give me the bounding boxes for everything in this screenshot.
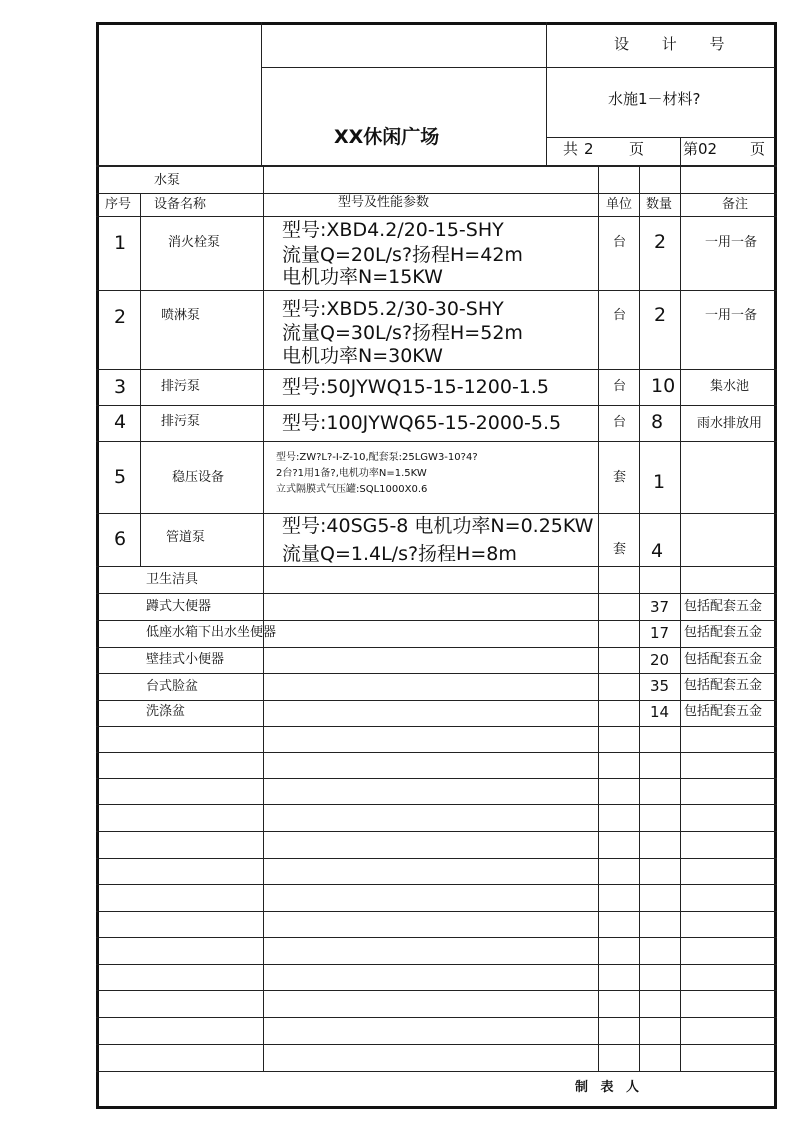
row5-name: 稳压设备 [172, 470, 225, 485]
col-line-spec [598, 165, 599, 1071]
row1-unit: 台 [613, 235, 627, 250]
title-pages-divider [680, 137, 681, 165]
sanitary-row3-remark: 包括配套五金 [684, 652, 763, 667]
row5-spec-line3: 立式隔膜式气压罐:SQL1000X0.6 [276, 484, 428, 495]
row3-qty: 10 [651, 375, 676, 397]
maker-label: 制 表 人 [575, 1080, 644, 1095]
sanitary-row3-name: 壁挂式小便器 [146, 652, 225, 667]
row3-seq: 3 [114, 376, 127, 398]
row-line [96, 990, 777, 991]
sanitary-row4-name: 台式脸盆 [146, 679, 199, 694]
row5-spec-line1: 型号:ZW?L?-I-Z-10,配套泵:25LGW3-10?4? [276, 452, 478, 463]
col-header-spec: 型号及性能参数 [338, 195, 430, 210]
row6-unit: 套 [613, 542, 627, 557]
row1-name: 消火栓泵 [168, 235, 221, 250]
col-line-name [263, 165, 264, 1071]
sanitary-row1-name: 蹲式大便器 [146, 599, 212, 614]
title-line-2 [546, 137, 775, 138]
row4-name: 排污泵 [161, 414, 201, 429]
title-divider-left [261, 22, 262, 165]
row1-spec-line2: 流量Q=20L/s?扬程H=42m [282, 244, 523, 266]
sanitary-row2-remark: 包括配套五金 [684, 625, 763, 640]
col-line-unit [639, 165, 640, 1071]
row-line [96, 193, 777, 194]
row-line [96, 620, 777, 621]
total-pages: 2 [584, 140, 594, 158]
sanitary-row1-qty: 37 [650, 598, 670, 616]
row-line [96, 964, 777, 965]
row6-spec-line1: 型号:40SG5-8 电机功率N=0.25KW [282, 515, 594, 537]
row-line [96, 405, 777, 406]
row1-seq: 1 [114, 232, 127, 254]
row3-remark: 集水池 [710, 379, 750, 394]
col-header-seq: 序号 [105, 197, 132, 212]
title-line-1 [261, 67, 775, 68]
title-bottom-line [96, 165, 777, 167]
sanitary-row4-remark: 包括配套五金 [684, 678, 763, 693]
col-header-remark: 备注 [722, 197, 749, 212]
row-line [96, 911, 777, 912]
page-unit-2: 页 [750, 140, 766, 158]
row2-seq: 2 [114, 306, 127, 328]
row-line [96, 804, 777, 805]
row-line [96, 647, 777, 648]
row-line [96, 369, 777, 370]
row-line [96, 1044, 777, 1045]
col-header-unit: 单位 [606, 197, 633, 212]
row1-remark: 一用一备 [705, 235, 758, 250]
total-label: 共 [563, 140, 579, 158]
row-line [96, 752, 777, 753]
sanitary-row1-remark: 包括配套五金 [684, 599, 763, 614]
page-unit-1: 页 [629, 140, 645, 158]
row3-spec-line1: 型号:50JYWQ15-15-1200-1.5 [282, 376, 550, 398]
row4-seq: 4 [114, 411, 127, 433]
col-line-seq [140, 193, 141, 566]
row4-spec-line1: 型号:100JYWQ65-15-2000-5.5 [282, 412, 562, 434]
design-no-label: 设 计 号 [614, 35, 739, 53]
row1-qty: 2 [654, 231, 667, 253]
row2-name: 喷淋泵 [161, 308, 201, 323]
sanitary-row3-qty: 20 [650, 651, 670, 669]
row2-remark: 一用一备 [705, 308, 758, 323]
row5-unit: 套 [613, 470, 627, 485]
row3-name: 排污泵 [161, 379, 201, 394]
sanitary-row5-remark: 包括配套五金 [684, 704, 763, 719]
row4-remark: 雨水排放用 [697, 416, 763, 431]
row-line [96, 884, 777, 885]
row2-unit: 台 [613, 308, 627, 323]
row6-seq: 6 [114, 528, 127, 550]
row-line [96, 700, 777, 701]
project-title: XX休闲广场 [334, 126, 440, 148]
row2-spec-line2: 流量Q=30L/s?扬程H=52m [282, 322, 523, 344]
row2-qty: 2 [654, 304, 667, 326]
row3-unit: 台 [613, 379, 627, 394]
row-line [96, 216, 777, 217]
row6-name: 管道泵 [166, 530, 206, 545]
row-line [96, 1071, 777, 1072]
sanitary-row5-name: 洗涤盆 [146, 704, 186, 719]
current-page: 第02 [683, 140, 718, 158]
row6-qty: 4 [651, 540, 664, 562]
row2-spec-line3: 电机功率N=30KW [282, 345, 443, 367]
sanitary-row2-name: 低座水箱下出水坐便器 [146, 625, 277, 640]
row5-seq: 5 [114, 466, 127, 488]
row-line [96, 778, 777, 779]
row-line [96, 441, 777, 442]
row1-spec-line1: 型号:XBD4.2/20-15-SHY [282, 219, 504, 241]
title-divider-right [546, 22, 547, 165]
row1-spec-line3: 电机功率N=15KW [282, 266, 443, 288]
row-line [96, 673, 777, 674]
group-label-pump: 水泵 [154, 173, 181, 188]
sanitary-row4-qty: 35 [650, 677, 670, 695]
row2-spec-line1: 型号:XBD5.2/30-30-SHY [282, 298, 504, 320]
row-line [96, 513, 777, 514]
row-line [96, 290, 777, 291]
drawing-name: 水施1－材料? [608, 90, 701, 108]
col-line-qty [680, 165, 681, 1071]
row5-qty: 1 [653, 471, 666, 493]
row-line [96, 831, 777, 832]
row-line [96, 1017, 777, 1018]
sanitary-row5-qty: 14 [650, 703, 670, 721]
row4-qty: 8 [651, 411, 664, 433]
row-line [96, 726, 777, 727]
row-line [96, 593, 777, 594]
col-header-name: 设备名称 [154, 197, 207, 212]
col-header-qty: 数量 [646, 197, 673, 212]
row-line [96, 566, 777, 567]
row-line [96, 858, 777, 859]
row5-spec-line2: 2台?1用1备?,电机功率N=1.5KW [276, 468, 427, 479]
row4-unit: 台 [613, 415, 627, 430]
row6-spec-line2: 流量Q=1.4L/s?扬程H=8m [282, 543, 517, 565]
group-label-sanitary: 卫生洁具 [146, 572, 199, 587]
sanitary-row2-qty: 17 [650, 624, 670, 642]
row-line [96, 937, 777, 938]
